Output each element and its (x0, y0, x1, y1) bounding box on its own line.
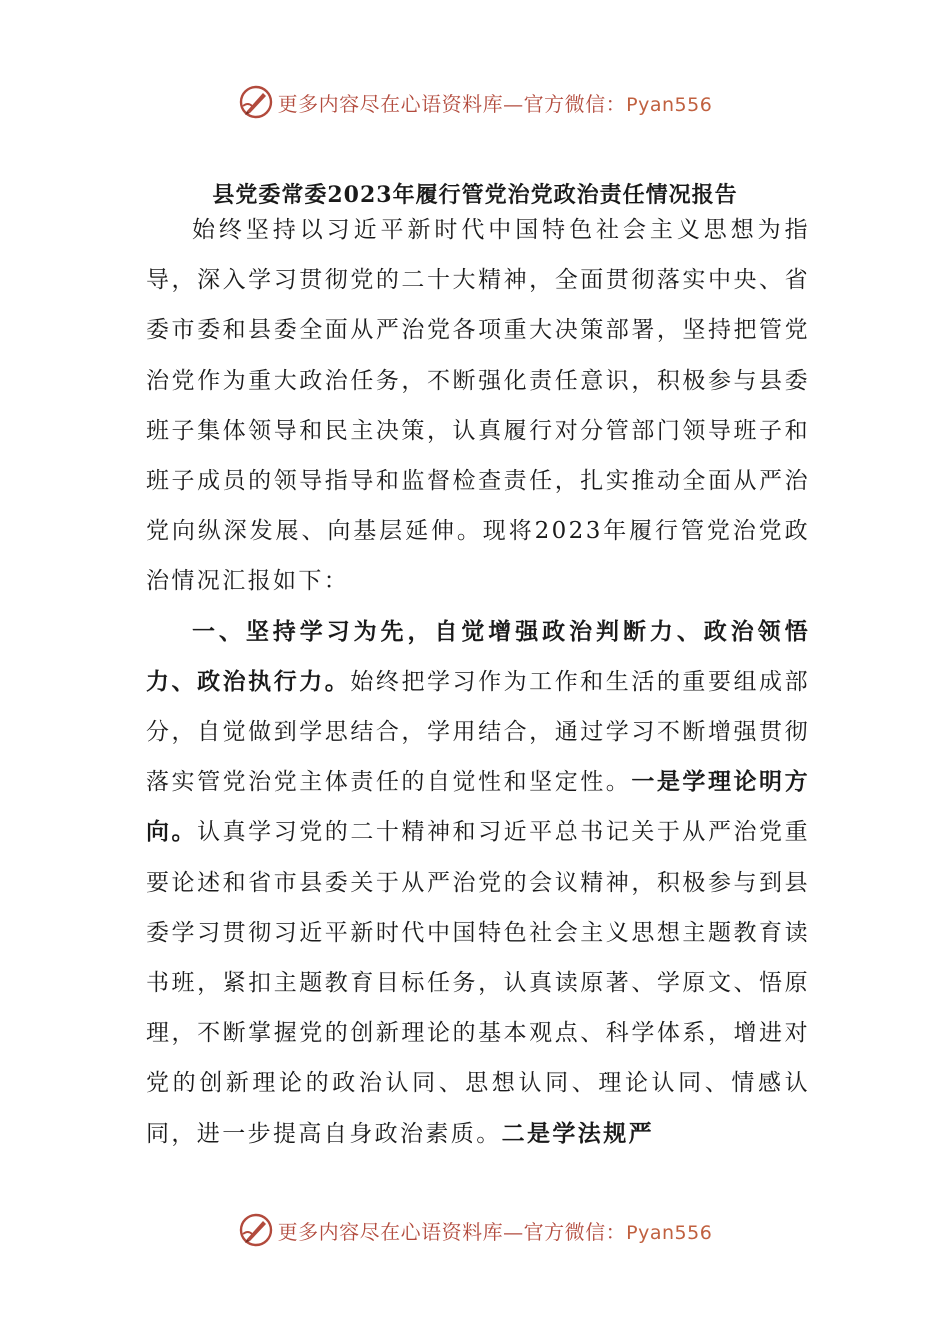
intro-paragraph: 始终坚持以习近平新时代中国特色社会主义思想为指导，深入学习贯彻党的二十大精神，全面贯彻落实中央、省委市委和县委全面从严治党各项重大决策部署，坚持把管党治党作为重大政治任务，不断强化责任意识，积极参与县委班子集体领导和民主决策，认真履行对分管部门领导班子和班子成员的领导指导和监督检查责任，扎实推动全面从严治党向纵深发展、向基层延伸。现将2023年履行管党治党政治情况汇报如下： (146, 217, 810, 595)
section-1-heading: 一、坚持学习为先，自觉增强政治判断力、政治领悟力、政治执行力。 (146, 617, 810, 695)
section-1-text: 始终把学习作为工作和生活的重要组成部分，自觉做到学思结合，学用结合，通过学习不断增强贯彻落实管党治党主体责任的自觉性和坚定性。 (146, 668, 811, 796)
pen-logo-icon (238, 84, 274, 120)
document-body (146, 205, 810, 1159)
wechat-id: Pyan556 (626, 93, 713, 116)
pen-logo-icon (238, 1212, 274, 1248)
wechat-id: Pyan556 (626, 1221, 713, 1244)
watermark-banner-bottom (0, 1208, 950, 1252)
banner-text: 更多内容尽在心语资料库—官方微信：Pyan556 (277, 91, 713, 116)
point-2-heading: 二是学法规严 (501, 1119, 655, 1147)
section-1-paragraph (146, 607, 810, 1159)
watermark-banner-top (0, 80, 950, 124)
point-1-text: 认真学习党的二十精神和习近平总书记关于从严治党重要论述和省市县委关于从严治党的会议精神，积极参与到县委学习贯彻习近平新时代中国特色社会主义思想主题教育读书班，紧扣主题教育目标任务，认真读原著、学原文、悟原理，不断掌握党的创新理论的基本观点、科学体系，增进对党的创新理论的政治认同、思想认同、理论认同、情感认同，进一步提高自身政治素质。 (146, 819, 810, 1147)
document-title: 县党委常委2023年履行管党治党政治责任情况报告 (212, 182, 738, 208)
banner-text: 更多内容尽在心语资料库—官方微信：Pyan556 (277, 1219, 713, 1244)
point-1-heading: 一是学理论明方向。 (146, 768, 810, 846)
